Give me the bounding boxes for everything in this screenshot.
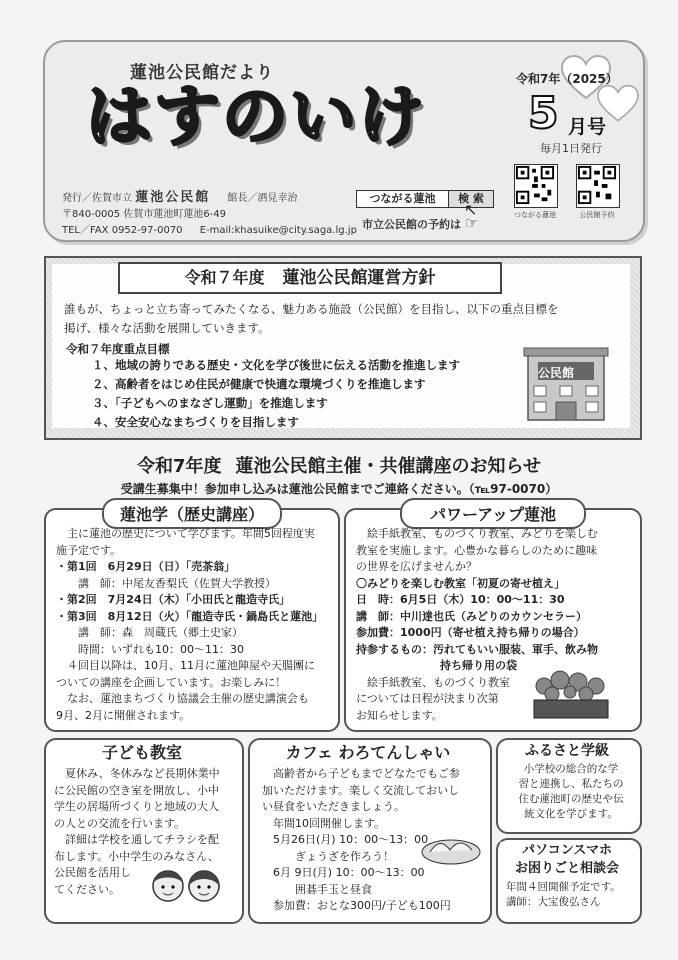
pc-consult-title: パソコンスマホ お困りごと相談会	[500, 842, 634, 878]
community-center-building-icon	[522, 340, 610, 424]
power-up-text: 絵手紙教室、ものづくり教室、みどりを楽しむ 教室を実施します。心豊かな暮らしのために趣味 の世界を広げませんか？ 〇みどりを楽しむ教室「初夏の寄せ植え」 日 時：6月5日（木）10：00～11：30 講 師：中川達也氏（みどりのカウンセラー） 参加費：1000円（寄せ植え持ち帰りの場合） 持参するもの：汚れてもいい服装、軍手、飲み物 持ち帰り用の袋 絵手紙教室、ものづくり教室 については日程が決まり次第 お知らせします。	[356, 527, 598, 722]
list-item: ４、安全安心なまちづくりを目指します	[92, 415, 299, 429]
reservation-note: 市立公民館の予約は ☞	[362, 214, 479, 232]
qr-caption: 公民館予約	[579, 211, 615, 219]
telephone: TEL／FAX 0952-97-0070	[62, 225, 183, 236]
publisher-name: 蓮池公民館	[135, 190, 211, 205]
kids-class-text: 夏休み、冬休みなど長期休業中 に公民館の空き室を開放し、小中 学生の居場所づくりと地域の大人 の人との交流を行います。 詳細は学校を通してチラシを配 布します。小中学生のみなさん、 公民館を活用し てください。	[54, 767, 220, 896]
newsletter-title: はすのいけ	[86, 78, 426, 155]
email-link[interactable]: E-mail:khasuike@city.saga.lg.jp	[199, 225, 357, 236]
issue-unit: 月号	[568, 116, 607, 138]
children-icon	[150, 864, 222, 908]
goals-list	[92, 356, 460, 432]
list-item: ２、高齢者をはじめ住民が健康で快適な環境づくりを推進します	[92, 377, 426, 391]
qr-code-icon[interactable]	[576, 164, 620, 208]
power-up-title: パワーアップ蓮池	[400, 498, 586, 529]
qr-caption: つながる蓮池	[514, 211, 556, 219]
gyoza-icon	[420, 830, 482, 866]
course-notice-title: 令和7年度 蓮池公民館主催・共催講座のお知らせ	[137, 456, 541, 477]
list-item: ３、「子どもへのまなざし運動」を推進します	[92, 396, 328, 410]
hometown-class-title: ふるさと学級	[506, 740, 628, 760]
flower-planter-icon	[530, 668, 612, 720]
newsletter-subtitle: 蓮池公民館だより	[130, 63, 274, 83]
search-button[interactable]: 検 索	[449, 191, 493, 207]
qr-code-icon[interactable]	[514, 164, 558, 208]
issue-number: 5	[528, 88, 559, 139]
hometown-class-text: 小学校の総合的な学 習と連携し、私たちの 住む蓮池町の歴史や伝 統文化を学びます。	[518, 763, 624, 820]
history-course-text: 主に蓮池の歴史について学びます。年間5回程度実 施予定です。 ・第1回 6月29日（日）「売茶翁」 講 師：中尾友香梨氏（佐賀大学教授） ・第2回 7月24日（木）「小田氏と龍造寺氏」 ・第3回 8月12日（火）「龍造寺氏・鍋島氏と蓮池」 講 師：森 周蔵氏（郷土史家） 時間：いずれも10：00～11：30 ４回目以降は、10月、11月に蓮池陣屋や天腸團に ついての講座を企画しています。お楽しみに！ なお、蓮池まちづくり協議会主催の歴史講演会も 9月、2月に開催されます。	[56, 527, 324, 722]
issue-year: 令和7年（2025）	[516, 72, 618, 86]
kids-class-title: 子ども教室	[74, 740, 210, 763]
building-sign: 公民館	[538, 366, 575, 380]
policy-title: 令和７年度 蓮池公民館運営方針	[118, 262, 502, 294]
pc-consult-text: 年間４回開催予定です。 講師：大宝俊弘さん	[506, 881, 621, 908]
course-notice-subtitle: 受講生募集中！参加申し込みは蓮池公民館までご連絡ください。（℡97-0070）	[120, 482, 558, 496]
goals-heading: 令和７年度重点目標	[66, 342, 170, 356]
history-course-title: 蓮池学（歴史講座）	[102, 498, 282, 529]
publisher-info	[62, 190, 357, 239]
cursor-icon: ↖	[464, 200, 478, 219]
search-query: つながる蓮池	[357, 191, 449, 207]
list-item: １、地域の誇りである歴史・文化を学び後世に伝える活動を推進します	[92, 358, 460, 372]
cafe-title: カフェ わろてんしゃい	[262, 740, 474, 763]
pointing-hand-icon: ☞	[464, 214, 479, 232]
address: 〒840-0005 佐賀市蓮池町蓮池6-49	[62, 209, 227, 220]
director: 館長／酒見幸治	[227, 193, 298, 204]
publication-date: 毎月1日発行	[540, 142, 602, 155]
cafe-text: 高齢者から子どもまでどなたでもご参 加いただけます。楽しく交流しておいし い昼食をいただきましょう。 年間10回開催します。 5月26日(月) 10：00～13：00 ぎょうざを作ろう！ 6月 9日(月) 10：00～13：00 囲碁手玉と昼食 参加費：おとな300円/子ども100円	[262, 767, 460, 912]
publisher-prefix: 発行／佐賀市立	[62, 193, 132, 204]
policy-description: 誰もが、ちょっと立ち寄ってみたくなる、魅力ある施設（公民館）を目指し、以下の重点目標を 掲げ、様々な活動を展開していきます。	[64, 302, 559, 335]
